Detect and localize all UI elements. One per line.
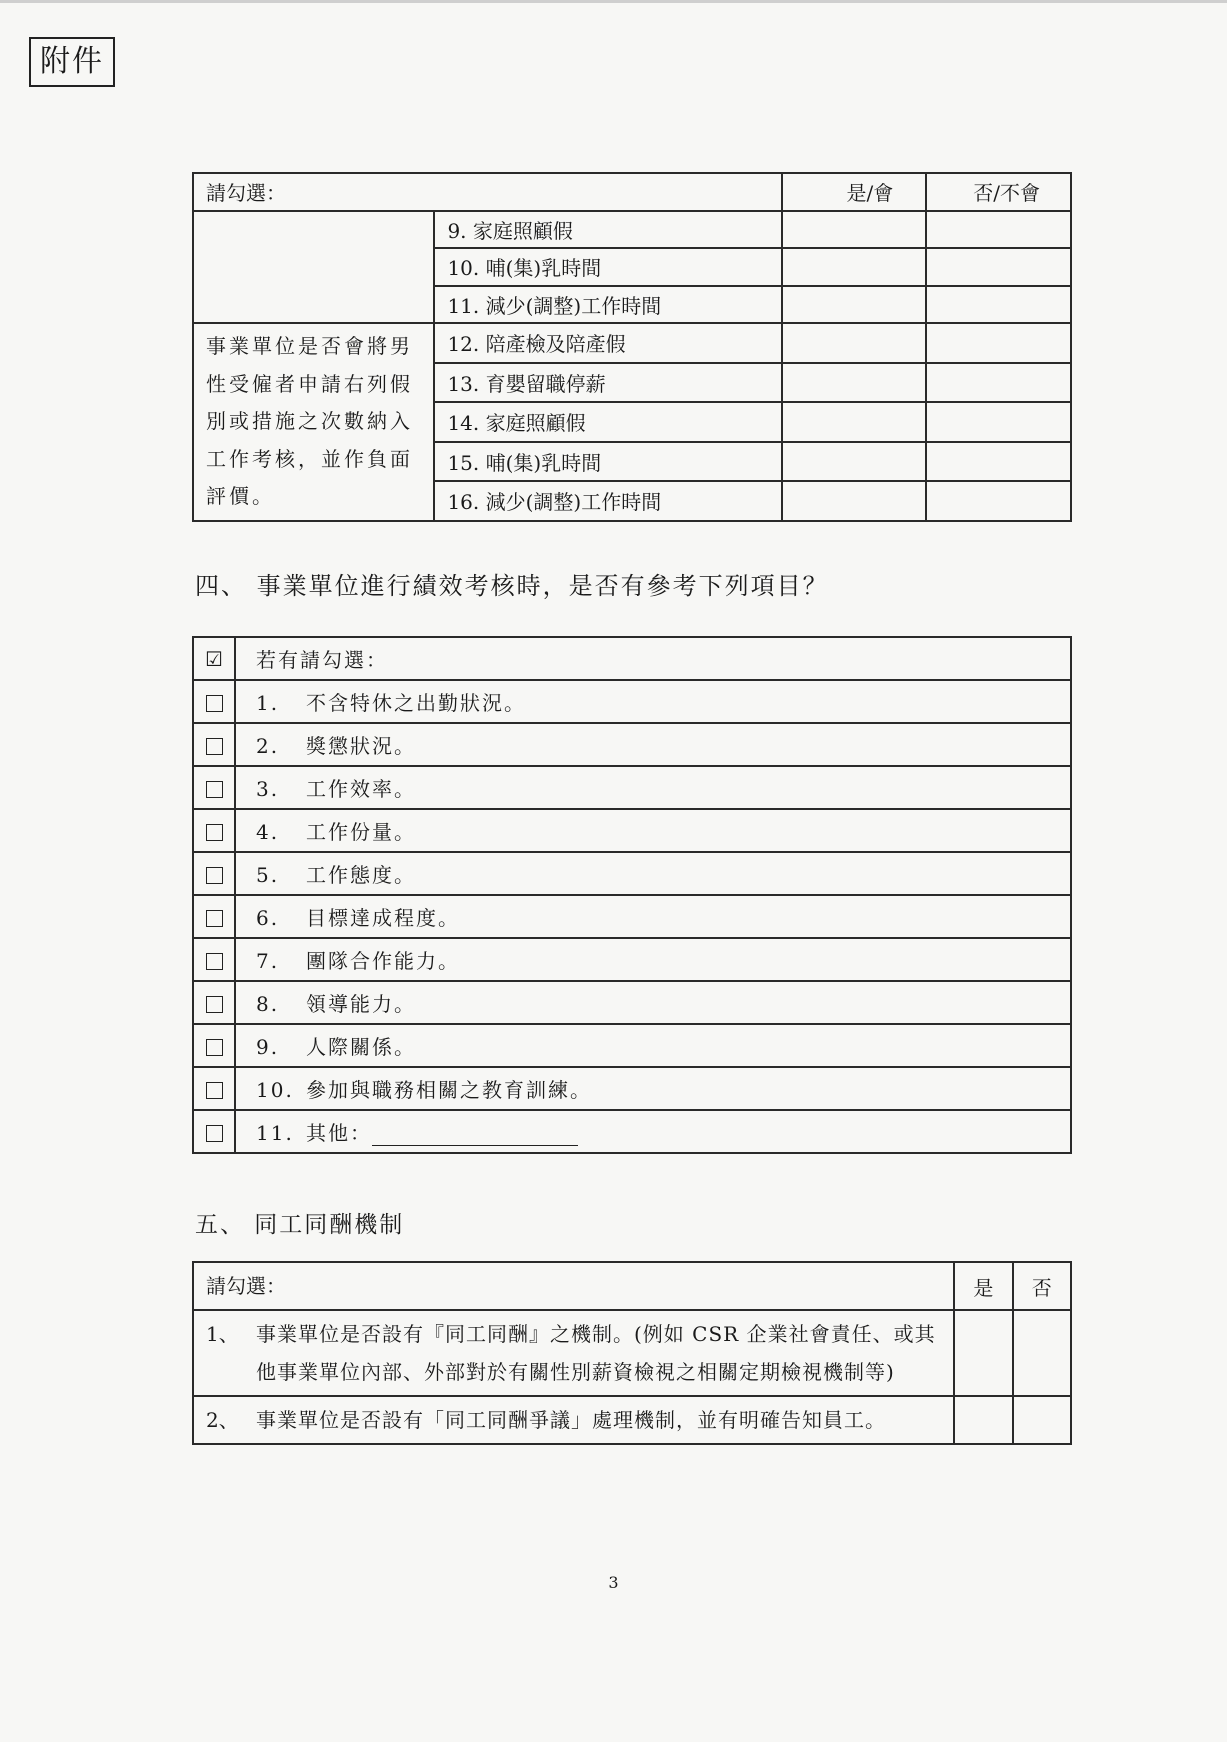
- table-row: [193, 1396, 1071, 1444]
- yes-cell[interactable]: [782, 363, 927, 403]
- yes-cell[interactable]: [954, 1396, 1012, 1444]
- item-number: 1.: [256, 691, 280, 715]
- column-no-header: 否: [1013, 1262, 1071, 1310]
- header-check-cell: [193, 637, 235, 680]
- checkbox-icon[interactable]: [206, 867, 223, 884]
- question-number: 1、: [206, 1322, 239, 1346]
- item-label: 16. 減少(調整)工作時間: [434, 481, 781, 521]
- item-text: 團隊合作能力。: [306, 949, 460, 973]
- item-label: 15. 哺(集)乳時間: [434, 442, 781, 482]
- table-header-label: 請勾選：: [193, 173, 782, 211]
- table-header-label: 若有請勾選：: [235, 637, 1071, 680]
- table-row: [193, 809, 1071, 852]
- no-cell[interactable]: [926, 286, 1071, 324]
- question-text: 事業單位是否設有「同工同酬爭議」處理機制，並有明確告知員工。: [256, 1408, 886, 1432]
- no-cell[interactable]: [926, 363, 1071, 403]
- table-row: [193, 938, 1071, 981]
- yes-cell[interactable]: [782, 442, 927, 482]
- checkbox-icon[interactable]: [206, 1039, 223, 1056]
- table-row: [193, 981, 1071, 1024]
- question-cell: [193, 1396, 954, 1444]
- table-row: [193, 1110, 1071, 1153]
- no-cell[interactable]: [1013, 1396, 1071, 1444]
- yes-cell[interactable]: [782, 286, 927, 324]
- item-number: 7.: [256, 949, 280, 973]
- page-top-edge: [0, 0, 1227, 3]
- yes-cell[interactable]: [782, 323, 927, 363]
- group-question-label: 事業單位是否會將男性受僱者申請右列假別或措施之次數納入工作考核，並作負面評價。: [193, 323, 434, 521]
- column-no-header: 否/不會: [926, 173, 1071, 211]
- performance-criteria-table: [192, 636, 1072, 1154]
- leave-evaluation-table: [192, 172, 1072, 522]
- checkbox-icon[interactable]: [206, 910, 223, 927]
- table-row: [193, 1024, 1071, 1067]
- checkbox-icon[interactable]: [206, 695, 223, 712]
- item-label: 12. 陪產檢及陪產假: [434, 323, 781, 363]
- no-cell[interactable]: [926, 211, 1071, 249]
- item-label: 13. 育嬰留職停薪: [434, 363, 781, 403]
- item-text: 其他：: [306, 1121, 372, 1145]
- item-text: 獎懲狀況。: [306, 734, 416, 758]
- checkbox-icon[interactable]: [206, 738, 223, 755]
- item-text: 人際關係。: [306, 1035, 416, 1059]
- checkbox-icon[interactable]: [206, 953, 223, 970]
- table-row: [193, 766, 1071, 809]
- checkbox-icon[interactable]: [206, 824, 223, 841]
- attachment-label: 附件: [29, 37, 115, 87]
- no-cell[interactable]: [926, 481, 1071, 521]
- item-number: 9.: [256, 1035, 280, 1059]
- column-yes-header: 是: [954, 1262, 1012, 1310]
- item-label: 9. 家庭照顧假: [434, 211, 781, 249]
- table-header-row: [193, 637, 1071, 680]
- table-row: [193, 323, 1071, 363]
- table-header-label: 請勾選：: [193, 1262, 954, 1310]
- no-cell[interactable]: [926, 248, 1071, 286]
- table-row: [193, 895, 1071, 938]
- page-number: 3: [608, 1573, 619, 1592]
- item-label: 10. 哺(集)乳時間: [434, 248, 781, 286]
- no-cell[interactable]: [926, 442, 1071, 482]
- no-cell[interactable]: [926, 323, 1071, 363]
- equal-pay-table: [192, 1261, 1072, 1445]
- table-row: [193, 1310, 1071, 1396]
- item-label: 14. 家庭照顧假: [434, 402, 781, 442]
- table-row: [193, 1067, 1071, 1110]
- no-cell[interactable]: [926, 402, 1071, 442]
- item-number: 4.: [256, 820, 280, 844]
- item-number: 2.: [256, 734, 280, 758]
- table-row: [193, 723, 1071, 766]
- no-cell[interactable]: [1013, 1310, 1071, 1396]
- item-text: 參加與職務相關之教育訓練。: [306, 1078, 592, 1102]
- yes-cell[interactable]: [782, 481, 927, 521]
- item-text: 工作份量。: [306, 820, 416, 844]
- question-number: 2、: [206, 1408, 239, 1432]
- table-row: [193, 852, 1071, 895]
- item-text: 工作效率。: [306, 777, 416, 801]
- item-number: 5.: [256, 863, 280, 887]
- checked-box-icon: ☑: [205, 646, 223, 671]
- item-number: 6.: [256, 906, 280, 930]
- item-number: 3.: [256, 777, 280, 801]
- item-number: 8.: [256, 992, 280, 1016]
- item-text: 不含特休之出勤狀況。: [306, 691, 526, 715]
- section-4-title: 四、 事業單位進行績效考核時，是否有參考下列項目？: [195, 572, 829, 600]
- question-text: 事業單位是否設有『同工同酬』之機制。(例如 CSR 企業社會責任、或其他事業單位內部、外部對於有關性別薪資檢視之相關定期檢視機制等): [256, 1322, 936, 1384]
- table-header-row: [193, 173, 1071, 211]
- empty-group-cell: [193, 211, 434, 324]
- yes-cell[interactable]: [782, 211, 927, 249]
- item-text: 領導能力。: [306, 992, 416, 1016]
- item-text: 工作態度。: [306, 863, 416, 887]
- checkbox-icon[interactable]: [206, 1125, 223, 1142]
- section-5-title: 五、 同工同酬機制: [195, 1212, 405, 1238]
- item-text: 目標達成程度。: [306, 906, 460, 930]
- yes-cell[interactable]: [782, 248, 927, 286]
- column-yes-header: 是/會: [782, 173, 927, 211]
- checkbox-icon[interactable]: [206, 996, 223, 1013]
- table-header-row: [193, 1262, 1071, 1310]
- checkbox-icon[interactable]: [206, 781, 223, 798]
- item-number: 11.: [256, 1121, 294, 1145]
- table-row: [193, 211, 1071, 249]
- other-blank-line[interactable]: [372, 1127, 578, 1146]
- checkbox-icon[interactable]: [206, 1082, 223, 1099]
- yes-cell[interactable]: [954, 1310, 1012, 1396]
- item-number: 10.: [256, 1078, 294, 1102]
- table-row: [193, 680, 1071, 723]
- item-label: 11. 減少(調整)工作時間: [434, 286, 781, 324]
- yes-cell[interactable]: [782, 402, 927, 442]
- question-cell: [193, 1310, 954, 1396]
